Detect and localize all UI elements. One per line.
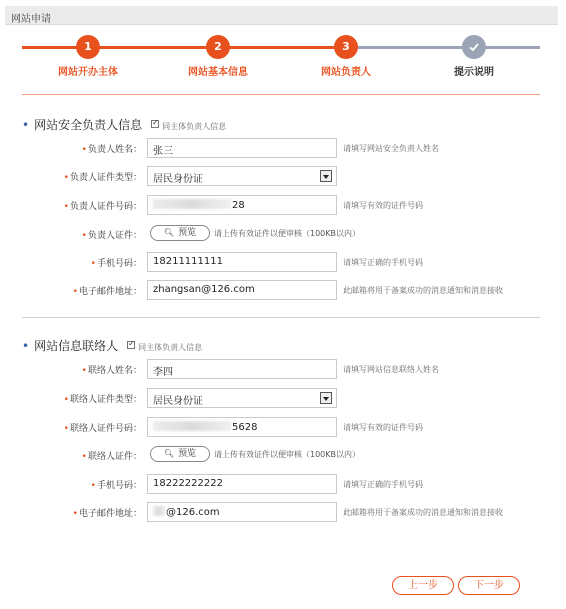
manager-preview-button[interactable]: 🔍︎ 预览 bbox=[150, 225, 210, 241]
step-4-circle bbox=[462, 35, 486, 59]
row-contact-name: •联络人姓名： 李四 请填写网站信息联络人姓名 bbox=[0, 359, 566, 379]
redacted-text bbox=[153, 199, 231, 209]
same-as-owner-checkbox[interactable] bbox=[127, 341, 135, 349]
step-1-circle: 1 bbox=[76, 35, 100, 59]
prev-step-button[interactable]: 上一步 bbox=[392, 576, 454, 595]
contact-cert-label: 联络人证件： bbox=[87, 452, 142, 462]
contact-preview-button[interactable]: 🔍︎ 预览 bbox=[150, 446, 210, 462]
row-contact-phone: •手机号码： 18222222222 请填写正确的手机号码 bbox=[0, 474, 566, 494]
step-2-circle: 2 bbox=[206, 35, 230, 59]
contact-idtype-select[interactable] bbox=[147, 388, 337, 408]
contact-name-input[interactable]: 李四 bbox=[147, 359, 337, 379]
manager-name-input[interactable]: 张三 bbox=[147, 138, 337, 158]
manager-phone-input[interactable]: 18211111111 bbox=[147, 252, 337, 272]
section-security-head bbox=[22, 116, 226, 133]
contact-phone-label: 手机号码： bbox=[96, 481, 142, 491]
section-contact-head bbox=[22, 337, 202, 354]
row-contact-idtype: •联络人证件类型： 居民身份证 bbox=[0, 388, 566, 408]
section-dot-icon: • bbox=[22, 339, 30, 353]
same-as-owner-checkbox[interactable] bbox=[151, 120, 159, 128]
window-title: 网站申请 bbox=[11, 14, 51, 25]
row-manager-email: •电子邮件地址： zhangsan@126.com 此邮箱将用于备案成功的消息通知和消息接收 bbox=[0, 280, 566, 300]
manager-idno-label: 负责人证件号码： bbox=[69, 202, 142, 212]
section-title: 网站安全负责人信息 bbox=[34, 118, 143, 132]
contact-email-hint: 此邮箱将用于备案成功的消息通知和消息接收 bbox=[343, 508, 503, 517]
contact-idno-hint: 请填写有效的证件号码 bbox=[343, 423, 423, 432]
redacted-text bbox=[153, 421, 231, 431]
manager-email-label: 电子邮件地址： bbox=[78, 287, 142, 297]
contact-name-label: 联络人姓名： bbox=[87, 366, 142, 376]
steps-divider bbox=[22, 94, 540, 95]
contact-phone-input[interactable]: 18222222222 bbox=[147, 474, 337, 494]
manager-name-label: 负责人姓名： bbox=[87, 145, 142, 155]
manager-idtype-select[interactable] bbox=[147, 166, 337, 186]
manager-idno-input[interactable]: 28 bbox=[147, 195, 337, 215]
window-titlebar bbox=[5, 6, 558, 25]
step-progress bbox=[22, 30, 540, 94]
section-title: 网站信息联络人 bbox=[34, 339, 119, 353]
dropdown-arrow-icon[interactable] bbox=[320, 392, 332, 404]
manager-name-hint: 请填写网站安全负责人姓名 bbox=[343, 144, 439, 153]
manager-idtype-value: 居民身份证 bbox=[153, 174, 203, 185]
magnifier-icon: 🔍︎ bbox=[163, 228, 175, 237]
manager-email-hint: 此邮箱将用于备案成功的消息通知和消息接收 bbox=[343, 286, 503, 295]
row-contact-idno: •联络人证件号码： 5628 请填写有效的证件号码 bbox=[0, 417, 566, 437]
contact-upload-hint: 请上传有效证件以便审核（100KB以内） bbox=[214, 450, 361, 459]
step-2-label: 网站基本信息 bbox=[188, 67, 248, 78]
redacted-text bbox=[153, 506, 165, 516]
step-1-label: 网站开办主体 bbox=[58, 67, 118, 78]
same-as-owner-label: 同主体负责人信息 bbox=[162, 122, 227, 131]
section-divider bbox=[22, 317, 540, 318]
magnifier-icon: 🔍︎ bbox=[163, 449, 175, 458]
manager-phone-label: 手机号码： bbox=[96, 259, 142, 269]
manager-upload-hint: 请上传有效证件以便审核（100KB以内） bbox=[214, 229, 361, 238]
manager-email-input[interactable]: zhangsan@126.com bbox=[147, 280, 337, 300]
contact-idtype-label: 联络人证件类型： bbox=[69, 395, 142, 405]
contact-email-input[interactable]: @126.com bbox=[147, 502, 337, 522]
row-manager-idno: •负责人证件号码： 28 请填写有效的证件号码 bbox=[0, 195, 566, 215]
contact-phone-hint: 请填写正确的手机号码 bbox=[343, 480, 423, 489]
step-3-circle: 3 bbox=[334, 35, 358, 59]
manager-idtype-label: 负责人证件类型： bbox=[69, 173, 142, 183]
contact-name-hint: 请填写网站信息联络人姓名 bbox=[343, 365, 439, 374]
manager-phone-hint: 请填写正确的手机号码 bbox=[343, 258, 423, 267]
progress-line-done bbox=[22, 46, 346, 49]
row-manager-cert: •负责人证件： 🔍︎ 预览 请上传有效证件以便审核（100KB以内） bbox=[0, 224, 566, 244]
contact-idno-label: 联络人证件号码： bbox=[69, 424, 142, 434]
step-4-label: 提示说明 bbox=[454, 67, 494, 78]
row-contact-email: •电子邮件地址： @126.com 此邮箱将用于备案成功的消息通知和消息接收 bbox=[0, 502, 566, 522]
contact-idno-input[interactable]: 5628 bbox=[147, 417, 337, 437]
manager-cert-label: 负责人证件： bbox=[87, 231, 142, 241]
dropdown-arrow-icon[interactable] bbox=[320, 170, 332, 182]
contact-idtype-value: 居民身份证 bbox=[153, 396, 203, 407]
contact-email-label: 电子邮件地址： bbox=[78, 509, 142, 519]
next-step-button[interactable]: 下一步 bbox=[458, 576, 520, 595]
row-manager-idtype: •负责人证件类型： 居民身份证 bbox=[0, 166, 566, 186]
row-manager-phone: •手机号码： 18211111111 请填写正确的手机号码 bbox=[0, 252, 566, 272]
row-contact-cert: •联络人证件： 🔍︎ 预览 请上传有效证件以便审核（100KB以内） bbox=[0, 445, 566, 465]
row-manager-name: •负责人姓名： 张三 请填写网站安全负责人姓名 bbox=[0, 138, 566, 158]
section-dot-icon: • bbox=[22, 118, 30, 132]
step-3-label: 网站负责人 bbox=[321, 67, 371, 78]
check-icon bbox=[468, 41, 480, 53]
progress-line-pending bbox=[346, 46, 540, 49]
manager-idno-hint: 请填写有效的证件号码 bbox=[343, 201, 423, 210]
same-as-owner-label: 同主体负责人信息 bbox=[138, 343, 203, 352]
